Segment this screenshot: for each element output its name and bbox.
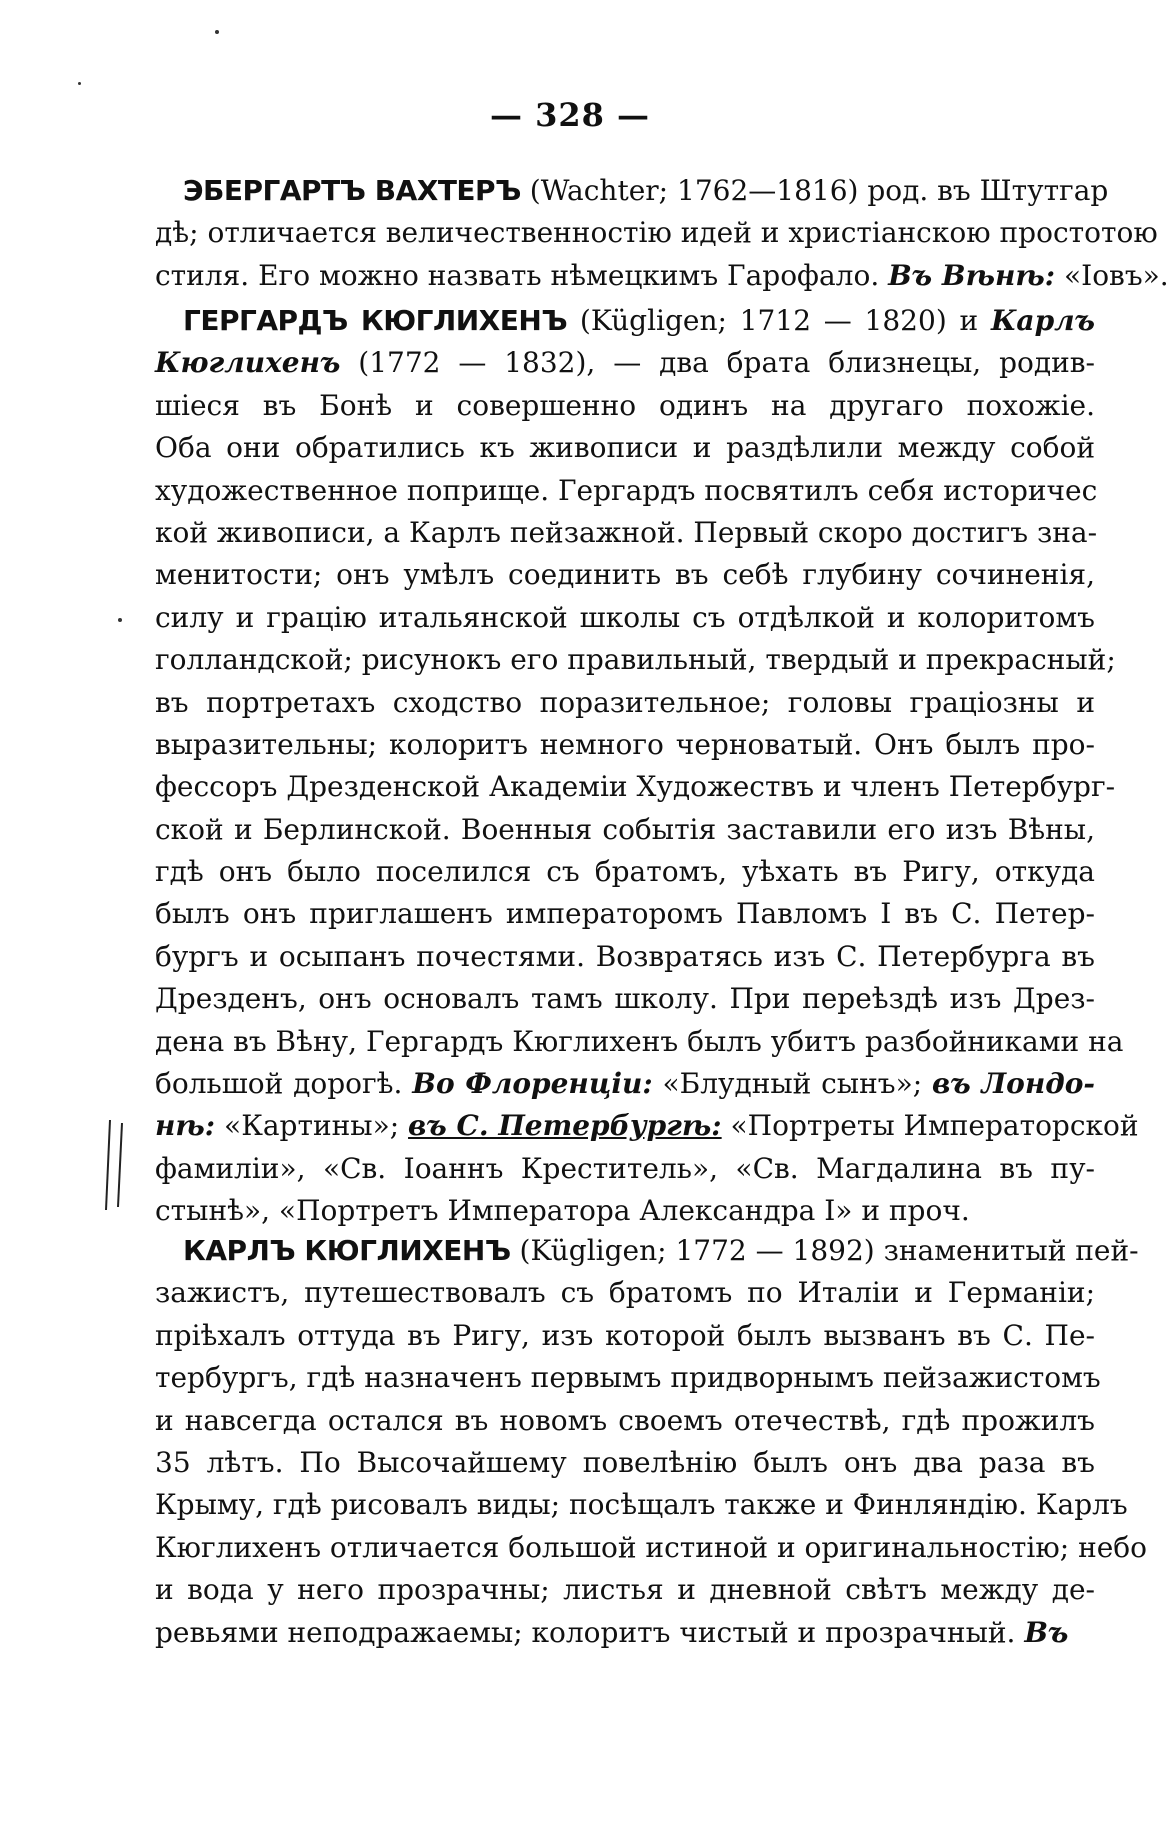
text-line [155, 1442, 1095, 1484]
text-line [155, 1400, 1095, 1442]
text-run: зажистъ, путешествовалъ съ братомъ по Италіи и Германіи; [155, 1276, 1095, 1310]
text-run: ской и Берлинской. Военныя событія заставили его изъ Вѣны, [155, 812, 1095, 846]
text-run: въ портретахъ сходство поразительное; головы граціозны и [155, 685, 1095, 719]
text-run: бургъ и осыпанъ почестями. Возвратясь изъ С. Петербурга въ [155, 939, 1095, 973]
text-line [155, 554, 1095, 596]
text-run: «Портреты Императорской [721, 1109, 1139, 1143]
text-run: Въ Вѣнѣ: [888, 258, 1056, 292]
text-run: Дрезденъ, онъ основалъ тамъ школу. При переѣздѣ изъ Дрез- [155, 982, 1095, 1016]
text-line [155, 1190, 1095, 1232]
text-run: Крыму, гдѣ рисовалъ виды; посѣщалъ также и Финляндію. Карлъ [155, 1488, 1128, 1522]
text-line [155, 427, 1095, 469]
text-run: стиля. Его можно назвать нѣмецкимъ Гарофало. [155, 258, 889, 292]
text-line [155, 1484, 1128, 1526]
text-line [155, 1612, 1095, 1654]
text-run: 35 лѣтъ. По Высочайшему повелѣнію былъ онъ два раза въ [155, 1445, 1095, 1479]
text-line [155, 300, 1095, 342]
text-run: шіеся въ Бонѣ и совершенно одинъ на другаго похожіе. [155, 388, 1095, 422]
text-line [155, 512, 1098, 554]
text-run: тербургъ, гдѣ назначенъ первымъ придворнымъ пейзажистомъ [155, 1361, 1101, 1395]
text-run: и вода у него прозрачны; листья и дневной свѣтъ между де- [155, 1573, 1095, 1607]
text-run: въ Лондо- [931, 1067, 1096, 1101]
text-line [155, 1315, 1095, 1357]
entry-heading: ЭБЕРГАРТЪ ВАХТЕРЪ [183, 174, 521, 207]
text-line [155, 170, 1109, 212]
text-run: (Wachter; 1762—1816) род. въ Штутгар [520, 174, 1109, 207]
text-line [155, 978, 1095, 1020]
text-line [155, 936, 1095, 978]
text-run: «Блудный сынъ»; [652, 1067, 932, 1101]
text-line [155, 893, 1095, 935]
text-line [155, 1021, 1124, 1063]
text-line [155, 342, 1095, 384]
text-run: Оба они обратились къ живописи и раздѣлили между собой [155, 431, 1095, 465]
margin-pen-mark [100, 1115, 140, 1215]
text-run: Кюглихенъ отличается большой истиной и оригинальностію; небо [155, 1530, 1148, 1564]
text-line [155, 1357, 1101, 1399]
text-run: «Іовъ». [1055, 258, 1169, 292]
text-run: нѣ: [155, 1109, 216, 1143]
text-line [155, 809, 1095, 851]
text-run: и навсегда остался въ новомъ своемъ отечествѣ, гдѣ прожилъ [155, 1403, 1095, 1437]
text-line [155, 1063, 1095, 1105]
text-run: (Kügligen; 1712 — 1820) и [567, 304, 991, 337]
text-run: силу и грацію итальянской школы съ отдѣлкой и колоритомъ [155, 600, 1095, 634]
text-line [155, 385, 1095, 427]
text-run: Карлъ [990, 304, 1095, 337]
text-run: менитости; онъ умѣлъ соединить въ себѣ глубину сочиненія, [155, 558, 1095, 592]
text-run: дѣ; отличается величественностію идей и христіанскою простотою [155, 216, 1158, 250]
entry-gerhard-kugelgen [155, 300, 1139, 1233]
text-run: гдѣ онъ было поселился съ братомъ, уѣхать въ Ригу, откуда [155, 855, 1095, 889]
text-run: художественное поприще. Гергардъ посвятилъ себя историчес [155, 473, 1098, 507]
text-run: (Kügligen; 1772 — 1892) знаменитый пей- [510, 1234, 1139, 1267]
text-line [155, 212, 1158, 254]
ink-speck [78, 82, 81, 85]
entry-wachter [155, 170, 1169, 297]
text-line [155, 1105, 1139, 1147]
text-run: Кюглихенъ [155, 346, 341, 380]
text-run: выразительны; колоритъ немного черноватый. Онъ былъ про- [155, 727, 1095, 761]
text-line [155, 1230, 1139, 1272]
text-run: ревьями неподражаемы; колоритъ чистый и прозрачный. [155, 1615, 1025, 1649]
text-run: фамиліи», «Св. Іоаннъ Креститель», «Св. Магдалина въ пу- [155, 1151, 1095, 1185]
text-run: кой живописи, а Карлъ пейзажной. Первый скоро достигъ зна- [155, 515, 1098, 549]
text-run: дена въ Вѣну, Гергардъ Кюглихенъ былъ убитъ разбойниками на [155, 1024, 1124, 1058]
entry-heading: КАРЛЪ КЮГЛИХЕНЪ [183, 1234, 511, 1267]
text-run: Во Флоренціи: [412, 1067, 653, 1101]
text-run: былъ онъ приглашенъ императоромъ Павломъ I въ С. Петер- [155, 897, 1095, 931]
text-line [155, 597, 1095, 639]
text-run: большой дорогѣ. [155, 1067, 413, 1101]
text-run: Въ [1024, 1615, 1069, 1649]
text-line [155, 766, 1116, 808]
text-run: фессоръ Дрезденской Академіи Художествъ и членъ Петербург- [155, 770, 1116, 804]
text-line [155, 851, 1095, 893]
text-run: пріѣхалъ оттуда въ Ригу, изъ которой былъ вызванъ въ С. Пе- [155, 1318, 1095, 1352]
text-line [155, 255, 1169, 297]
ink-speck [118, 618, 122, 622]
text-line [155, 639, 1116, 681]
ink-speck [215, 30, 219, 34]
text-line [155, 724, 1095, 766]
entry-karl-kugelgen [155, 1230, 1148, 1654]
text-line [155, 1527, 1148, 1569]
text-line [155, 1272, 1095, 1314]
text-run: въ С. Петербургѣ: [408, 1109, 722, 1143]
text-line [155, 1569, 1095, 1611]
text-run: голландской; рисунокъ его правильный, твердый и прекрасный; [155, 643, 1116, 677]
text-line [155, 1148, 1095, 1190]
text-line [155, 470, 1098, 512]
entry-heading: ГЕРГАРДЪ КЮГЛИХЕНЪ [183, 304, 568, 337]
text-run: стынѣ», «Портретъ Императора Александра I» и проч. [155, 1194, 970, 1228]
page-number: — 328 — [489, 96, 651, 134]
text-line [155, 682, 1095, 724]
text-run: (1772 — 1832), — два брата близнецы, родив- [340, 346, 1095, 380]
text-run: «Картины»; [215, 1109, 409, 1143]
